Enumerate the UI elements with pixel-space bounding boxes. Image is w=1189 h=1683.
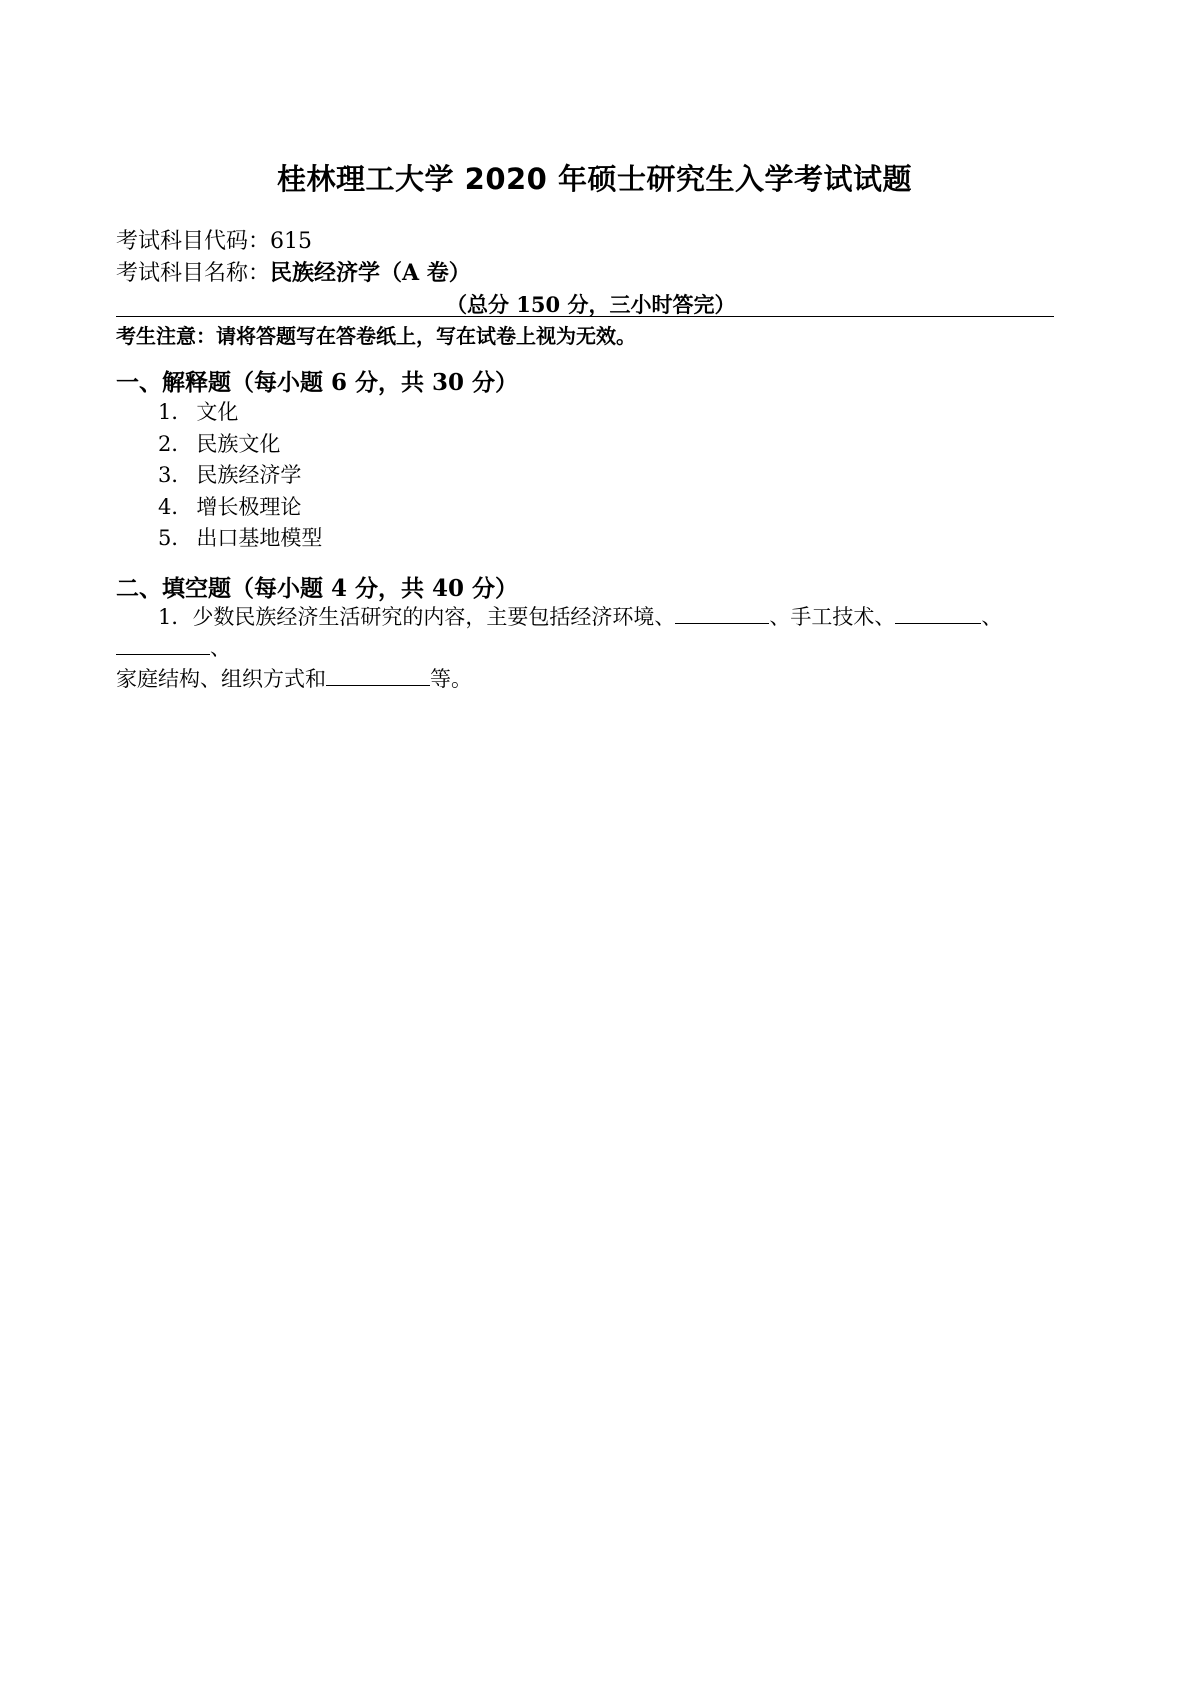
item-text: 增长极理论 <box>196 494 302 519</box>
list-item <box>158 428 322 460</box>
subject-name-label: 考试科目名称： <box>116 261 271 286</box>
score-info: （总分 150 分，三小时答完） <box>446 292 736 317</box>
exam-notice: 考生注意：请将答题写在答卷纸上，写在试卷上视为无效。 <box>116 324 636 348</box>
exam-title: 桂林理工大学 2020 年硕士研究生入学考试试题 <box>277 162 912 196</box>
question-number: 1． <box>158 605 193 629</box>
question-text-part6: 等。 <box>430 667 472 691</box>
item-number: 4． <box>158 494 193 519</box>
question-text-part3: 、 <box>981 605 1003 629</box>
fill-question-1 <box>116 602 1076 695</box>
item-text: 民族文化 <box>196 431 281 456</box>
score-info-line <box>116 288 1054 317</box>
item-number: 1． <box>158 400 193 424</box>
answer-blank-1 <box>675 603 769 624</box>
section2-heading: 二、填空题（每小题 4 分，共 40 分） <box>116 575 519 602</box>
answer-blank-2 <box>895 603 981 624</box>
question-text-part5: 家庭结构、组织方式和 <box>116 667 326 691</box>
item-number: 2． <box>158 431 193 456</box>
subject-name-line <box>116 256 471 287</box>
answer-blank-4 <box>326 665 430 686</box>
subject-code-line <box>116 224 312 255</box>
list-item <box>158 491 322 523</box>
item-text: 文化 <box>196 400 239 424</box>
question-text-part1: 少数民族经济生活研究的内容，主要包括经济环境、 <box>192 605 676 629</box>
answer-blank-3 <box>116 634 210 655</box>
section1-item-list <box>158 396 322 554</box>
subject-name-value: 民族经济学（A 卷） <box>270 260 471 286</box>
item-number: 5． <box>158 526 193 550</box>
item-number: 3． <box>158 463 193 487</box>
list-item <box>158 459 322 491</box>
section1-heading: 一、解释题（每小题 6 分，共 30 分） <box>116 369 519 396</box>
list-item <box>158 522 322 554</box>
subject-code-label: 考试科目代码： <box>116 229 271 254</box>
list-item <box>158 396 322 428</box>
question-text-part4: 、 <box>210 636 231 660</box>
question-text-part2: 、手工技术、 <box>769 605 896 629</box>
item-text: 出口基地模型 <box>196 526 323 550</box>
subject-code-value: 615 <box>270 229 313 254</box>
item-text: 民族经济学 <box>196 463 302 487</box>
